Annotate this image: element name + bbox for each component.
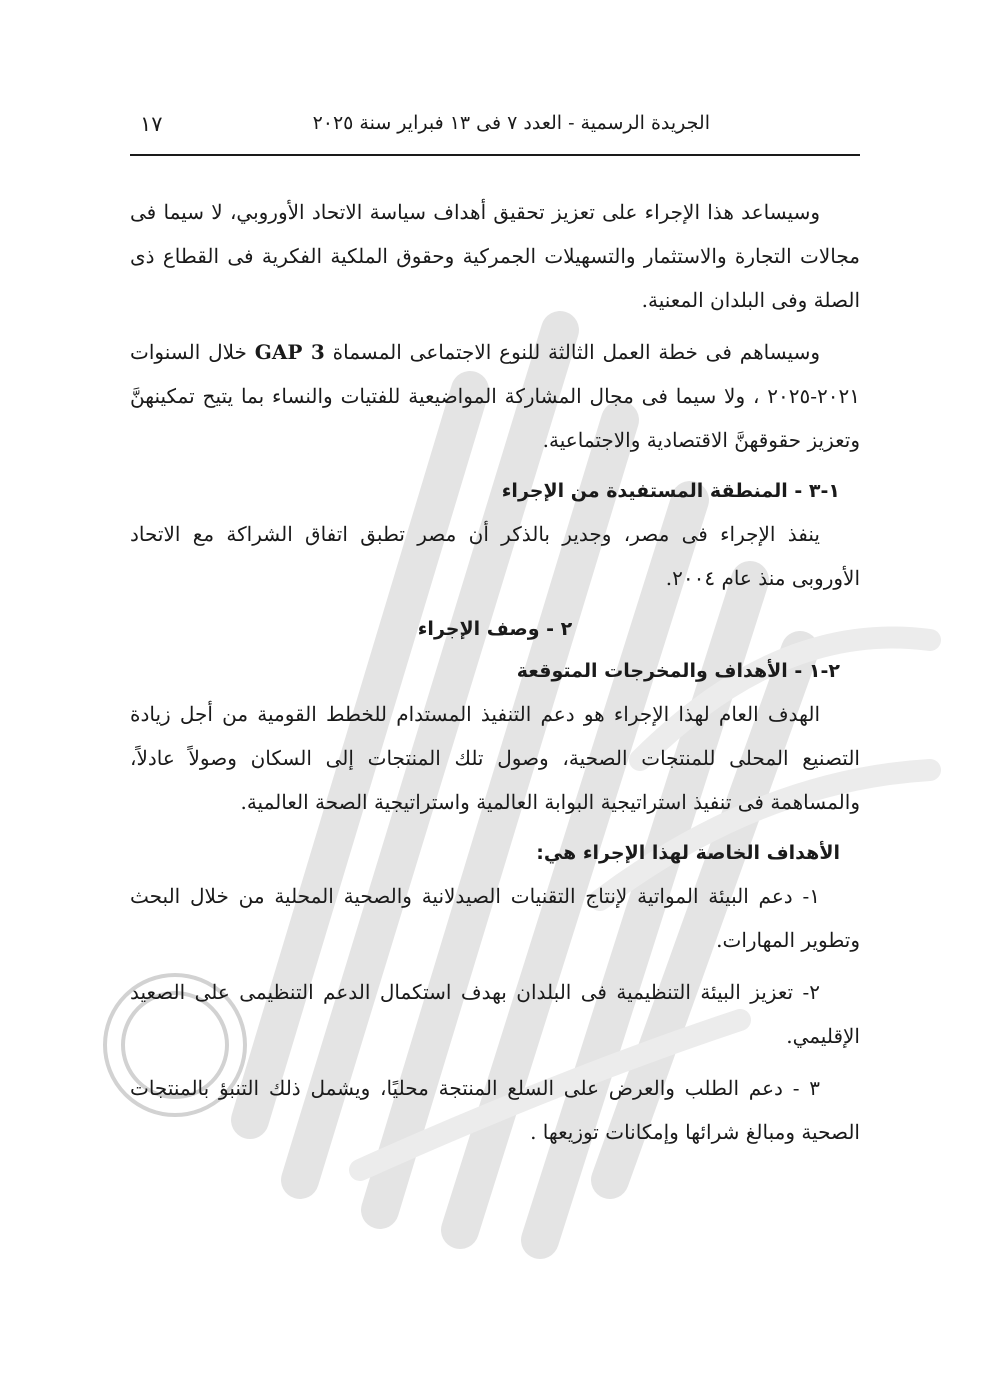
paragraph-gap3: [130, 330, 860, 462]
header-title: الجريدة الرسمية - العدد ٧ فى ١٣ فبراير سنة ٢٠٢٥: [312, 112, 710, 134]
paragraph-eu-policy: وسيساعد هذا الإجراء على تعزيز تحقيق أهداف سياسة الاتحاد الأوروبي، لا سيما فى مجالات التجارة والاستثمار والتسهيلات الجمركية وحقوق الملكية الفكرية فى القطاع ذى الصلة وفى البلدان المعنية.: [130, 200, 860, 312]
list-item: ١- دعم البيئة المواتية لإنتاج التقنيات الصيدلانية والصحية المحلية من خلال البحث وتطوير المهارات.: [130, 884, 860, 952]
paragraph-general-objective: الهدف العام لهذا الإجراء هو دعم التنفيذ المستدام للخطط القومية من أجل زيادة التصنيع المحلى للمنتجات الصحية، وصول تلك المنتجات إلى السكان وصولاً عادلاً، والمساهمة فى تنفيذ استراتيجية البوابة العالمية واستراتيجية الصحة العالمية.: [130, 702, 860, 814]
document-body: [130, 190, 860, 1162]
heading-specific-objectives: الأهداف الخاصة لهذا الإجراء هي:: [536, 842, 840, 864]
paragraph-egypt: ينفذ الإجراء فى مصر، وجدير بالذكر أن مصر تطبق اتفاق الشراكة مع الاتحاد الأوروبى منذ عام ٢٠٠٤.: [130, 522, 860, 590]
list-item: ٢- تعزيز البيئة التنظيمية فى البلدان بهدف استكمال الدعم التنظيمى على الصعيد الإقليمي.: [130, 980, 860, 1048]
heading-description: ٢ - وصف الإجراء: [417, 618, 573, 640]
page-number: ١٧: [140, 112, 163, 136]
gap3-text-before: وسيساهم فى خطة العمل الثالثة للنوع الاجتماعى المسماة: [324, 340, 821, 364]
gap3-text-after: خلال السنوات ٢٠٢١-٢٠٢٥ ، ولا سيما فى مجال المشاركة المواضيعية للفتيات والنساء بما يتيح تمكينهنَّ وتعزيز حقوقهنَّ الاقتصادية والاجتماعية.: [130, 340, 860, 452]
heading-objectives: ٢-١ - الأهداف والمخرجات المتوقعة: [516, 660, 840, 682]
gap3-label: GAP 3: [254, 340, 325, 364]
page-header: [130, 112, 860, 156]
list-item: ٣ - دعم الطلب والعرض على السلع المنتجة محليًا، ويشمل ذلك التنبؤ بالمنتجات الصحية ومبالغ شرائها وإمكانات توزيعها .: [130, 1076, 860, 1144]
heading-beneficiary-region: ١-٣ - المنطقة المستفيدة من الإجراء: [501, 480, 840, 502]
